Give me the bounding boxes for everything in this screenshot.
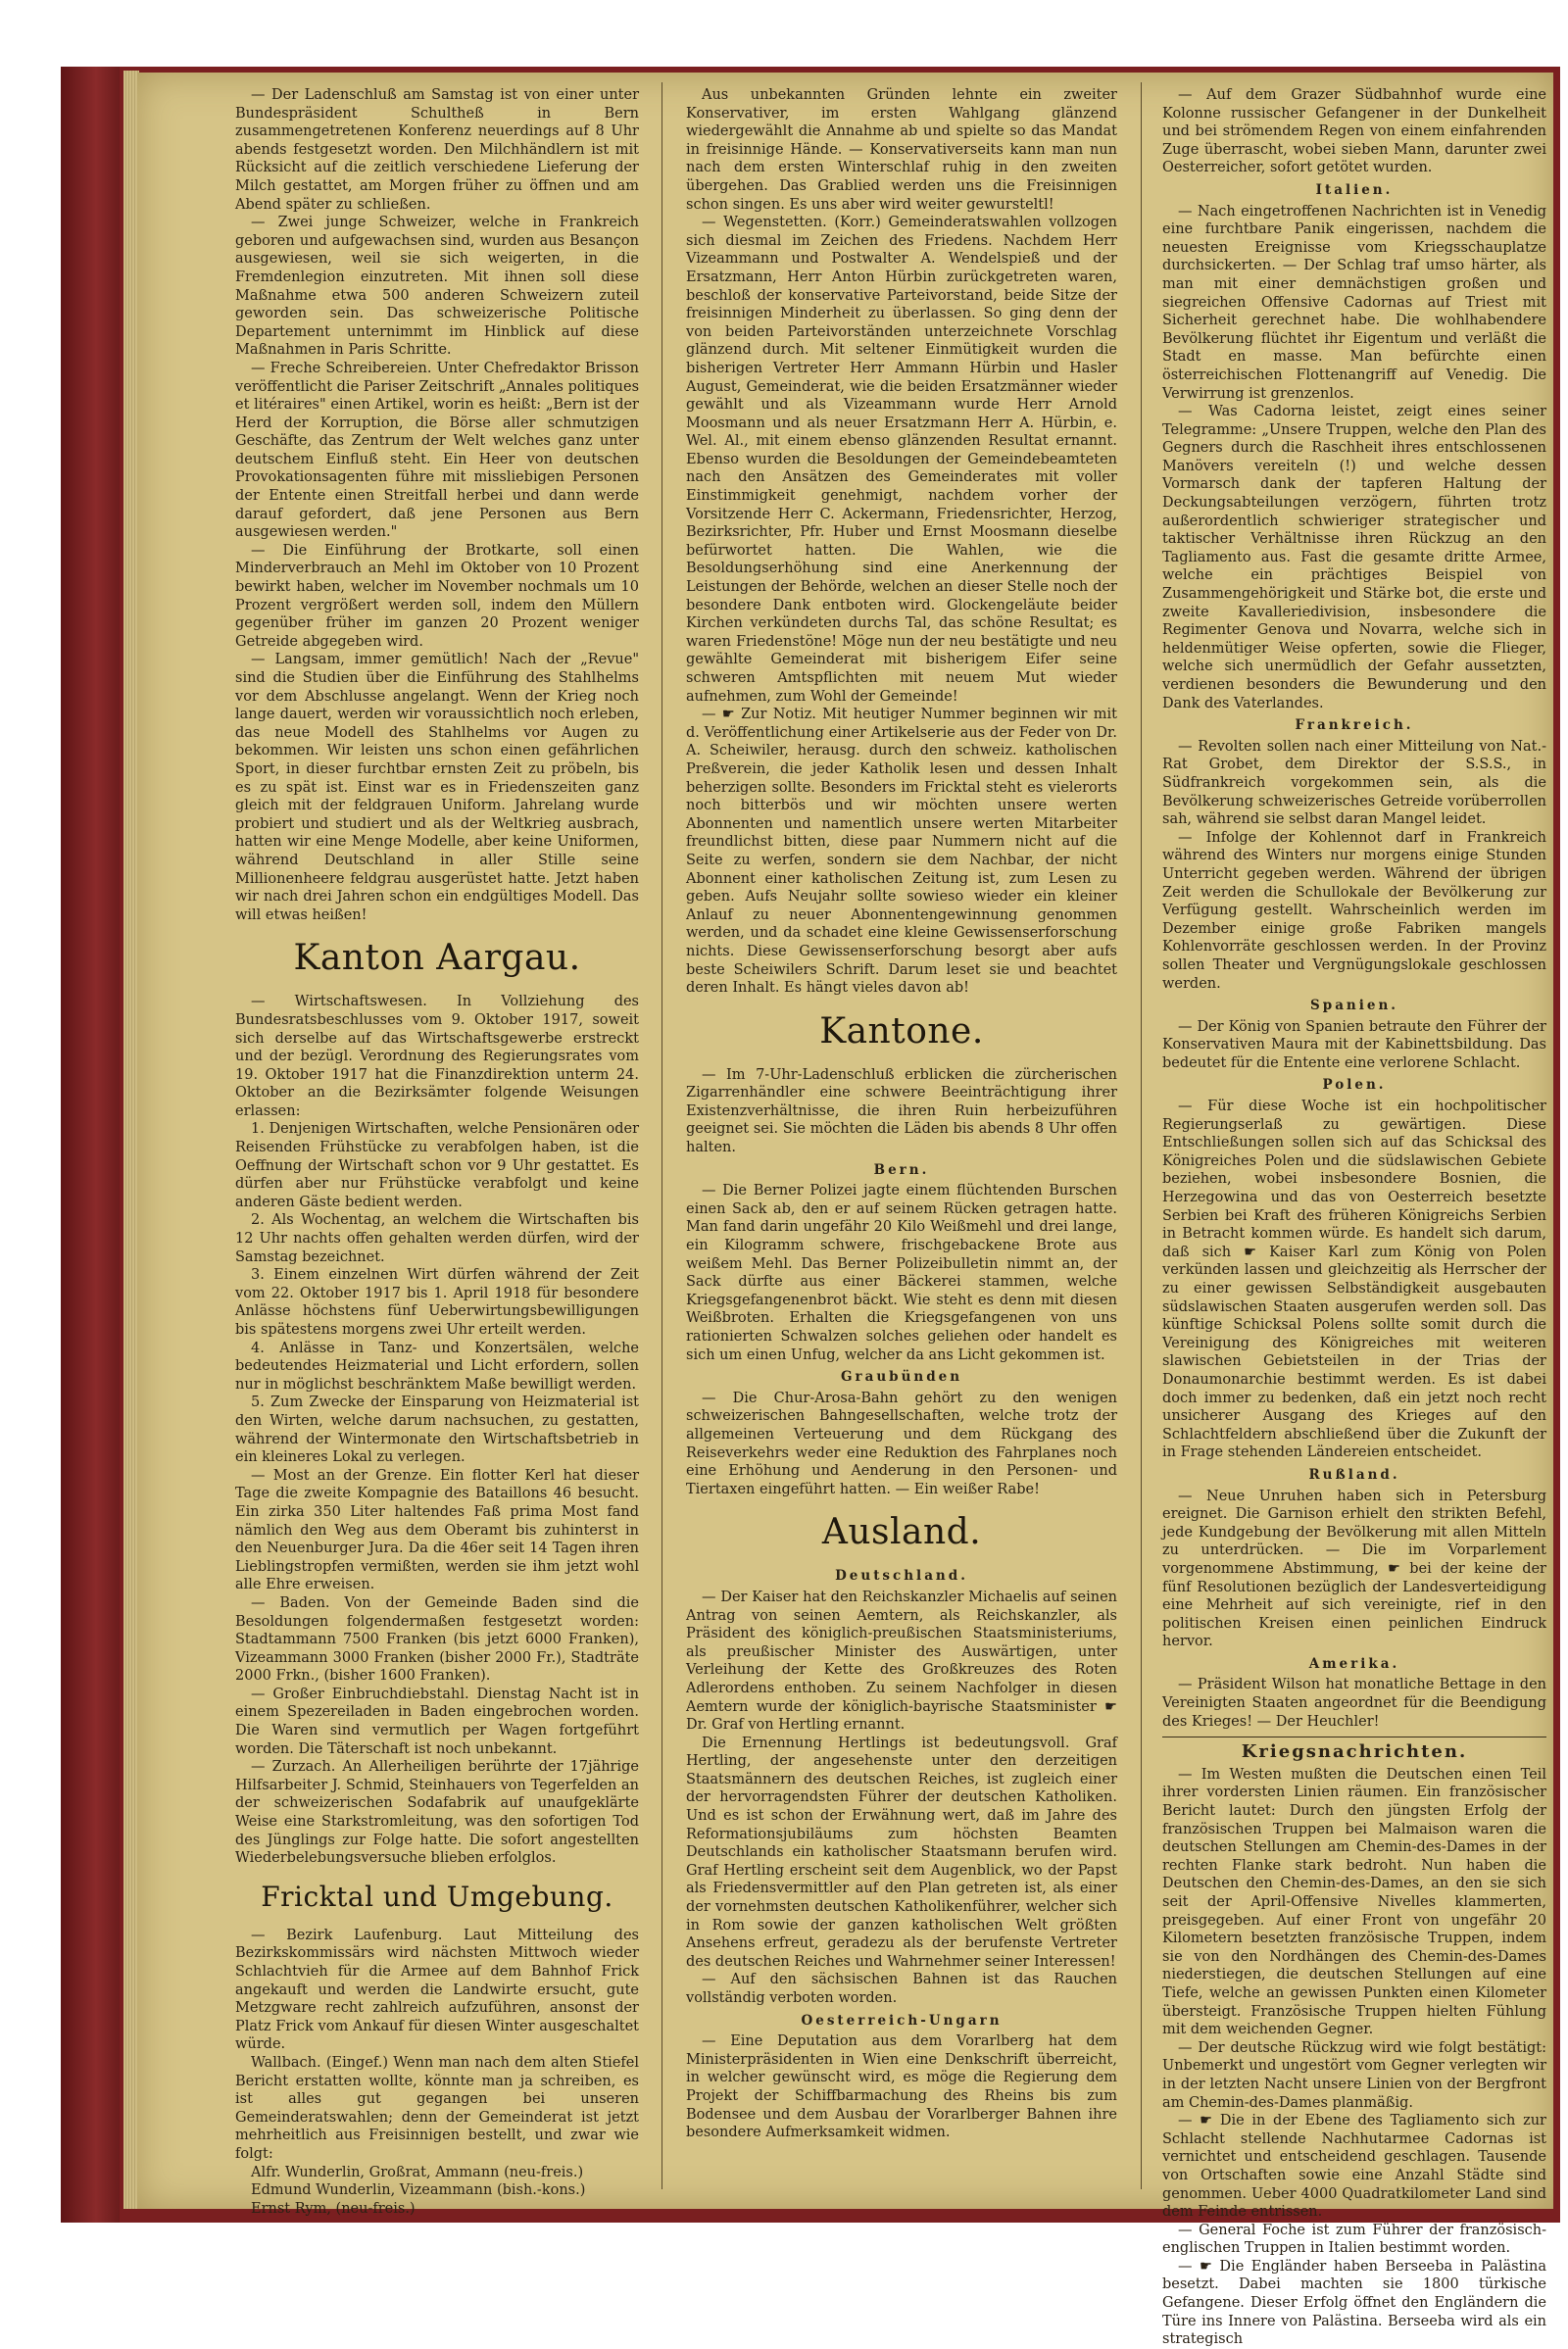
subheading-polen: Polen. [1322,1077,1387,1094]
article: — Im Westen mußten die Deutschen einen Teil ihrer vordersten Linien räumen. Ein französischer Bericht lautet: Durch den jüngsten Erfolg der französischen Truppen bei Malmaison waren die deutschen Stellungen am Chemin-des-Dames in der rechten Flanke stark bedroht. Nun haben die Deutschen den Chemin-des-Dames, an den sie sich seit der April-Offensive Nivelles klammerten, preisgegeben. Auf einer Front von ungefähr 20 Kilometern besetzten französische Truppen, indem sie von den Nordhängen des Chemin-des-Dames niederstiegen, die deutschen Stellungen auf eine Tiefe, welche an gewissen Punkten einen Kilometer übersteigt. Französische Truppen hielten Fühlung mit dem weichenden Gegner. [1162,1766,1546,2038]
article: — Eine Deputation aus dem Vorarlberg hat dem Ministerpräsidenten in Wien eine Denkschrift überreicht, in welcher gewünscht wird, es möge die Regierung dem Projekt der Schiffbarmachung des Rheins bis zum Bodensee und dem Ausbau der Vorarlberger Bahnen ihre besondere Aufmerksamkeit widmen. [686,2033,1117,2141]
article: — Die Einführung der Brotkarte, soll einen Minderverbrauch an Mehl im Oktober von 10 Prozent bewirkt haben, welcher im November nochmals um 10 Prozent vergrößert werden soll, indem den Müllern gegenüber früher im ganzen 20 Prozent weniger Getreide abgegeben wird. [235,542,639,650]
article: — Wirtschaftswesen. In Vollziehung des Bundesratsbeschlusses vom 9. Oktober 1917, soweit sich derselbe auf das Wirtschaftsgewerbe erstreckt und der bezügl. Verordnung des Regierungsrates vom 19. Oktober 1917 hat die Finanzdirektion unterm 24. Oktober an die Bezirksämter folgende Weisungen erlassen: [235,994,639,1119]
list-line: Edmund Wunderlin, Vizeammann (bish.-kons.) [251,2182,586,2199]
article: — Baden. Von der Gemeinde Baden sind die Besoldungen folgendermaßen festgesetzt worden: Stadtammann 7500 Franken (bis jetzt 6000 Franken), Vizeammann 3000 Franken (bisher 2000 Fr.), Stadträte 2000 Frkn., (bisher 1600 Franken). [235,1594,639,1685]
article: — Nach eingetroffenen Nachrichten ist in Venedig eine furchtbare Panik eingerissen, nachdem die neuesten Ereignisse vom Kriegsschauplatze durchsickerten. — Der Schlag traf umso härter, als man mit einer demnächstigen großen und siegreichen Offensive Cadornas auf Triest mit Sicherheit gerechnet habe. Die wohlhabendere Bevölkerung flüchtet ihr Eigentum und verläßt die Stadt en masse. Man befürchte einen österreichischen Flottenangriff auf Venedig. Die Verwirrung ist grenzenlos. [1162,203,1546,402]
subheading-italien: Italien. [1315,181,1394,198]
article: — Was Cadorna leistet, zeigt eines seiner Telegramme: „Unsere Truppen, welche den Plan des Gegners durch die Raschheit ihres entschlossenen Manövers vereiteln (!) und welche dessen Vormarsch dank der tapferen Haltung der Deckungsabteilungen verzögern, führten trotz außerordentlich schwieriger strategischer und taktischer Verhältnisse ihren Rückzug an den Tagliamento aus. Fast die gesamte dritte Armee, welche ein prächtiges Beispiel von Zusammengehörigkeit und Stärke bot, die erste und zweite Kavalleriedivision, insbesondere die Regimenter Genova und Novarra, welche sich in heldenmütiger Weise opferten, sowie die Flieger, welche sich unermüdlich der Gefahr aussetzten, verdienen besonders die Bewunderung und den Dank des Vaterlandes. [1162,404,1546,711]
article: — Zurzach. An Allerheiligen berührte der 17jährige Hilfsarbeiter J. Schmid, Steinhauers von Tegerfelden an der schweizerischen Sodafabrik auf unaufgeklärte Weise eine Starkstromleitung, was den sofortigen Tod des Jünglings zur Folge hatte. Die sofort angestellten Wiederbelebungsversuche blieben erfolglos. [235,1759,639,1867]
subheading-bern: Bern. [873,1161,930,1178]
subheading-oesterreich: Oesterreich-Ungarn [801,2012,1003,2029]
article: — ☛ Zur Notiz. Mit heutiger Nummer beginnen wir mit d. Veröffentlichung einer Artikelserie aus der Feder von Dr. A. Scheiwiler, herausg. durch den schweiz. katholischen Preßverein, die jeder Katholik lesen und dessen Inhalt beherzigen sollte. Besonders im Fricktal steht es vielerorts noch bitterbös und wir möchten unsere werten Abonnenten und namentlich unsere werten Mitarbeiter freundlichst bitten, diese paar Nummern nicht auf die Seite zu werfen, sondern sie dem Nachbar, der nicht Abonnent einer katholischen Zeitung ist, zum Lesen zu geben. Aufs Neujahr sollte sowieso wieder ein kleiner Anlauf zu neuer Abonnentengewinnung genommen werden, und da schadet eine kleine Gewissenserforschung nichts. Diese Gewissenserforschung besorgt aber aufs beste Scheiwilers Schrift. Darum leset sie und beachtet deren Inhalt. Es hängt vieles davon ab! [686,707,1117,997]
article: — Die Chur-Arosa-Bahn gehört zu den wenigen schweizerischen Bahngesellschaften, welche trotz der allgemeinen Verteuerung und dem Rückgang des Reiseverkehrs weder eine Reduktion des Fahrplanes noch eine Erhöhung und Aenderung in den Personen- und Tiertaxen eingeführt hatten. — Ein weißer Rabe! [686,1390,1117,1497]
article: — Freche Schreibereien. Unter Chefredaktor Brisson veröffentlicht die Pariser Zeitschrift „Annales politiques et litéraires" einen Artikel, worin es heißt: „Bern ist der Herd der Korruption, die Börse aller schmutzigen Geschäfte, das Zentrum der Welt welches ganz unter deutschem Einfluß steht. Ein Heer von deutschen Provokationsagenten führe mit missliebigen Personen der Entente einen Streitfall herbei und dann werde darauf gefordert, daß jene Personen aus Bern ausgewiesen werden." [235,360,640,541]
column-rule [1141,82,1142,2189]
article: — Neue Unruhen haben sich in Petersburg ereignet. Die Garnison erhielt den strikten Befehl, jede Kundgebung der Bevölkerung mit allen Mitteln zu unterdrücken. — Die im Vorparlement vorgenommene Abstimmung, ☛ bei der keine der fünf Resolutionen bezüglich der Landesverteidigung eine Mehrheit auf sich vereinigte, rief in den politischen Kreisen einen peinlichen Eindruck hervor. [1162,1488,1546,1650]
article: — ☛ Die Engländer haben Berseeba in Palästina besetzt. Dabei machten sie 1800 türkische Gefangene. Dieser Erfolg öffnet den Engländern die Türe ins Innere von Palästina. Berseeba wird als ein strategisch [1162,2258,1546,2348]
section-heading-kantone: Kantone. [819,1010,984,1052]
article: — Großer Einbruchdiebstahl. Dienstag Nacht ist in einem Spezereiladen in Baden eingebrochen worden. Die Waren sind vermutlich per Wagen fortgeführt worden. Die Täterschaft ist noch unbekannt. [235,1686,639,1757]
article: — General Foche ist zum Führer der französisch-englischen Truppen in Italien bestimmt worden. [1162,2222,1546,2257]
section-heading-ausland: Ausland. [821,1512,982,1553]
article: — Im 7-Uhr-Ladenschluß erblicken die zürcherischen Zigarrenhändler eine schwere Beeinträchtigung ihrer Existenzverhältnisse, die ihren Ruin herbeizuführen geeignet sei. Sie möchten die Läden bis abends 8 Uhr offen halten. [686,1066,1117,1156]
article: — Wegenstetten. (Korr.) Gemeinderatswahlen vollzogen sich diesmal im Zeichen des Friedens. Nachdem Herr Vizeammann und Postwalter A. Wendelspieß und der Ersatzmann, Herr Anton Hürbin zurückgetreten waren, beschloß der konservative Parteivorstand, beide Sitze der freisinnigen Minderheit zu überlassen. So ging denn der von beiden Parteivorständen unterzeichnete Vorschlag glänzend durch. Mit seltener Einmütigkeit wurden die bisherigen Vertreter Herr Ammann Hürbin und Hasler August, Gemeinderat, wie die beiden Ersatzmänner wieder gewählt und als Vizeammann wurde Herr Arnold Moosmann und als neuer Ersatzmann Herr A. Hürbin, e. Wel. Al., mit einem ebenso glänzenden Resultat ernannt. Ebenso wurden die Besoldungen der Gemeindebeamteten nach den Ansätzen des Gemeinderates mit voller Einstimmigkeit genehmigt, nachdem vorher der Vorsitzende Herr C. Ackermann, Friedensrichter, Herzog, Bezirksrichter, Pfr. Huber und Ernst Moosmann dieselbe befürwortet hatten. Die Wahlen, wie die Besoldungserhöhung sind eine Anerkennung der Leistungen der Behörde, welchen an dieser Stelle noch der besondere Dank entboten wird. Glockengeläute beider Kirchen verkündeten durchs Tal, das schöne Resultat; es waren Friedenstöne! Möge nun der neu bestätigte und neu gewählte Gemeinderat mit bisherigem Eifer seine schweren Amtspflichten mit neuem Mut wieder aufnehmen, zum Wohl der Gemeinde! [686,215,1117,705]
article: 3. Einem einzelnen Wirt dürfen während der Zeit vom 22. Oktober 1917 bis 1. April 1918 für besondere Anlässe höchstens fünf Ueberwirtungsbewilligungen bis spätestens morgens zwei Uhr erteilt werden. [235,1267,639,1338]
article: — Der deutsche Rückzug wird wie folgt bestätigt: Unbemerkt und ungestört vom Gegner verlegten wir in der letzten Nacht unsere Linien von der Bergfront am Chemin-des-Dames planmäßig. [1162,2039,1546,2111]
article: 2. Als Wochentag, an welchem die Wirtschaften bis 12 Uhr nachts offen gehalten werden dürfen, wird der Samstag bezeichnet. [235,1212,639,1265]
subheading-deutschland: Deutschland. [835,1568,968,1585]
article: — ☛ Die in der Ebene des Tagliamento sich zur Schlacht stellende Nachhutarmee Cadornas ist vernichtet und entscheidend geschlagen. Tausende von Ortschaften sowie eine Anzahl Städte sind genommen. Ueber 4000 Quadratkilometer Land sind dem Feinde entrissen. [1162,2113,1546,2221]
article: — Most an der Grenze. Ein flotter Kerl hat dieser Tage die zweite Kompagnie des Bataillons 46 besucht. Ein zirka 350 Liter haltendes Faß prima Most fand nämlich den Weg aus dem Oberamt bis zuhinterst in den Neuenburger Jura. Da die 46er seit 14 Tagen ihren Lieblingstropfen vermißten, werden sie ihm jetzt wohl alle Ehre erweisen. [235,1467,639,1593]
article: — Die Berner Polizei jagte einem flüchtenden Burschen einen Sack ab, den er auf seinem Rücken getragen hatte. Man fand darin ungefähr 20 Kilo Weißmehl und drei lange, ein Kilogramm schwere, frischgebackene Brote aus weißem Mehl. Das Berner Polizeibulletin nimmt an, der Sack dürfte aus einer Bäckerei stammen, welche Kriegsgefangenenbrot bäckt. Wie steht es denn mit diesen Weißbroten. Erhalten die Kriegsgefangenen von uns rationierten Schwalzen solches geliehen oder handelt es sich um einen Unfug, welcher da ans Licht gekommen ist. [686,1183,1117,1363]
column-1 [235,86,640,2217]
column-3 [1162,86,1546,2348]
article: — Präsident Wilson hat monatliche Bettage in den Vereinigten Staaten angeordnet für die Beendigung des Krieges! — Der Heuchler! [1162,1677,1546,1730]
article: — Revolten sollen nach einer Mitteilung von Nat.-Rat Grobet, dem Direktor der S.S.S., in Südfrankreich vorgekommen sein, als die Bevölkerung schweizerisches Getreide vorüberrollen sah, während sie selbst daran Mangel leidet. [1162,738,1546,828]
list-line: Alfr. Wunderlin, Großrat, Ammann (neu-freis.) [251,2164,584,2180]
article: — Infolge der Kohlennot darf in Frankreich während des Winters nur morgens einige Stunden Unterricht gegeben werden. Während der übrigen Zeit werden die Schullokale der Bevölkerung zur Verfügung gestellt. Wahrscheinlich werden im Dezember einige große Fabriken mangels Kohlenvorräte geschlossen werden. In der Provinz sollen Theater und Vergnügungslokale geschlossen werden. [1162,829,1546,992]
article: — Langsam, immer gemütlich! Nach der „Revue" sind die Studien über die Einführung des Stahlhelms vor dem Abschlusse angelangt. Wenn der Krieg noch lange dauert, werden wir voraussichtlich noch erleben, das neue Modell des Stahlhelms vor Augen zu bekommen. Wir leisten uns schon einen gefährlichen Sport, in dieser furchtbar ernsten Zeit zu pröbeln, bis es zu spät ist. Einst war es in Friedenszeiten ganz gleich mit der feldgrauen Uniform. Jahrelang wurde probiert und studiert und als der Weltkrieg ausbrach, hatten wir eine Menge Modelle, aber keine Uniformen, während Deutschland in aller Stille seine Millionenheere feldgrau ausgerüstet hatte. Jetzt haben wir nach drei Jahren schon ein endgültiges Modell. Das will etwas heißen! [235,652,639,923]
section-heading-kriegsnachrichten: Kriegsnachrichten. [1162,1737,1546,1762]
article: — Der König von Spanien betraute den Führer der Konservativen Maura mit der Kabinettsbildung. Das bedeutet für die Entente eine verlorene Schlacht. [1162,1018,1546,1071]
article: — Auf den sächsischen Bahnen ist das Rauchen vollständig verboten worden. [686,1972,1117,2006]
article: — Bezirk Laufenburg. Laut Mitteilung des Bezirkskommissärs wird nächsten Mittwoch wieder Schlachtvieh für die Armee auf dem Bahnhof Frick angekauft und werden die Landwirte ersucht, gute Metzgware recht zahlreich aufzuführen, ansonst der Platz Frick vom Ankauf für diesen Winter ausgeschaltet würde. [235,1927,639,2053]
newspaper-page [137,73,1553,2348]
section-heading-kanton-aargau: Kanton Aargau. [293,938,581,979]
article: — Auf dem Grazer Südbahnhof wurde eine Kolonne russischer Gefangener in der Dunkelheit und bei strömendem Regen von einem einfahrenden Zuge überrascht, wobei sieben Mann, darunter zwei Oesterreicher, sofort getötet wurden. [1162,87,1546,176]
article: Die Ernennung Hertlings ist bedeutungsvoll. Graf Hertling, der angesehenste unter den derzeitigen Staatsmännern des deutschen Reiches, ist zugleich einer der hervorragendsten Führer der deutschen Katholiken. Und es ist schon der Erwähnung wert, daß im Jahre des Reformationsjubiläums zum höchsten Beamten Deutschlands ein katholischer Staatsmann berufen wird. Graf Hertling erscheint seit dem Augenblick, wo der Papst als Friedensvermittler auf den Plan getreten ist, als einer der vornehmsten deutschen Katholikenführer, welcher sich in Rom sowie der ganzen katholischen Welt größten Ansehens erfreut, geradezu als der berufenste Vertreter des deutschen Reiches und Wahrnehmer seiner Interessen! [686,1735,1117,1970]
article: Aus unbekannten Gründen lehnte ein zweiter Konservativer, im ersten Wahlgang glänzend wiedergewählt die Annahme ab und spielte so das Mandat in freisinnige Hände. — Konservativerseits kann man nun nach dem ersten Winterschlaf ruhig in den zweiten übergehen. Das Grablied werden uns die Freisinnigen schon singen. Es uns aber wird weiter gewursteltl! [686,87,1117,213]
article: — Der Ladenschluß am Samstag ist von einer unter Bundespräsident Schultheß in Bern zusammengetretenen Konferenz neuerdings auf 8 Uhr abends festgesetzt worden. Den Milchhändlern ist mit Rücksicht auf die zeitlich verschiedene Lieferung der Milch gestattet, am Morgen früher zu öffnen und am Abend später zu schließen. [235,87,639,213]
subheading-spanien: Spanien. [1310,998,1398,1014]
subheading-graubuenden: Graubünden [840,1369,963,1386]
article: 1. Denjenigen Wirtschaften, welche Pensionären oder Reisenden Frühstücke zu verabfolgen haben, ist die Oeffnung der Wirtschaft schon vor 9 Uhr gestattet. Es dürfen aber nur Frühstücke verabfolgt und keine anderen Gäste bedient werden. [235,1121,639,1210]
list-line: Ernst Rym, (neu-freis.) [251,2200,416,2217]
subheading-frankreich: Frankreich. [1295,717,1414,734]
column-2 [686,86,1117,2195]
article: — Für diese Woche ist ein hochpolitischer Regierungserlaß zu gewärtigen. Diese Entschließungen sollen sich auf das Schicksal des Königreiches Polen und die südslawischen Gebiete beziehen, wobei insbesondere Bosnien, die Herzegowina und das von Oesterreich besetzte Serbien bei Kraft des früheren Königreichs Serbien in Betracht kommen würde. Es handelt sich darum, daß sich ☛ Kaiser Karl zum König von Polen verkünden lassen und gleichzeitig als Herrscher der zu einer gewissen Selbständigkeit ausgebauten südslawischen Staaten ausgerufen werden soll. Das künftige Schicksal Polens sollte somit durch die Vereinigung des Königreiches mit weiteren slawischen Gebietsteilen in der Trias der Donaumonarchie bestimmt werden. Es ist dabei doch immer zu bedenken, daß ein jetzt noch recht unsicherer Ausgang des Krieges auf den Schlachtfeldern abschließend über die Zukunft der in Frage stehenden Ländereien entscheidet. [1162,1099,1546,1461]
article: — Der Kaiser hat den Reichskanzler Michaelis auf seinen Antrag von seinen Aemtern, als Reichskanzler, als Präsident des königlich-preußischen Staatsministeriums, als preußischer Minister des Auswärtigen, unter Verleihung der Kette des Großkreuzes des Roten Adlerordens enthoben. Zu seinem Nachfolger in diesen Aemtern wurde der königlich-bayrische Staatsminister ☛ Dr. Graf von Hertling ernannt. [686,1589,1117,1734]
article: Wallbach. (Eingef.) Wenn man nach dem alten Stiefel Bericht erstatten wollte, könnte man ja schreiben, es ist alles gut gegangen bei unseren Gemeinderatswahlen; denn der Gemeinderat ist jetzt mehrheitlich aus Freisinnigen bestellt, und zwar wie folgt: [235,2054,639,2162]
subheading-amerika: Amerika. [1308,1655,1400,1672]
article: 4. Anlässe in Tanz- und Konzertsälen, welche bedeutendes Heizmaterial und Licht erfordern, sollen nur in möglichst beschränktem Maße bewilligt werden. [235,1340,639,1393]
article: 5. Zum Zwecke der Einsparung von Heizmaterial ist den Wirten, welche darum nachsuchen, zu gestatten, während der Wintermonate den Wirtschaftsbetrieb in ein kleineres Lokal zu verlegen. [235,1395,639,1466]
subheading-russland: Rußland. [1308,1466,1400,1483]
article: — Zwei junge Schweizer, welche in Frankreich geboren und aufgewachsen sind, wurden aus Besançon ausgewiesen, weil sie sich weigerten, in die Fremdenlegion einzutreten. Mit ihnen soll diese Maßnahme etwa 500 anderen Schweizern zuteil geworden sein. Das schweizerische Politische Departement unternimmt im Hinblick auf diese Maßnahmen in Paris Schritte. [235,215,639,359]
section-heading-fricktal: Fricktal und Umgebung. [261,1880,613,1913]
